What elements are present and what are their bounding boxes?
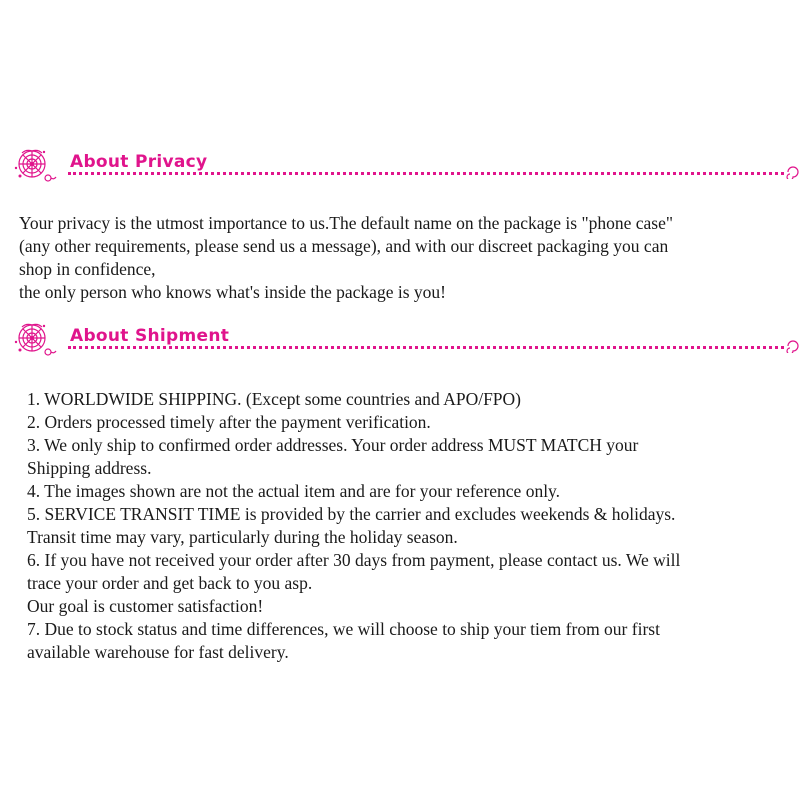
list-item: Shipping address. [27,458,152,478]
privacy-line: shop in confidence, [19,259,156,279]
list-item: available warehouse for fast delivery. [27,642,289,662]
shipment-list [27,388,802,664]
privacy-line: the only person who knows what's inside the package is you! [19,282,446,302]
swirl-icon [786,339,800,353]
shipment-title: About Shipment [70,326,230,346]
list-item: 6. If you have not received your order after 30 days from payment, please contact us. We will [27,550,681,570]
list-item: Transit time may vary, particularly during the holiday season. [27,527,458,547]
list-item: 2. Orders processed timely after the payment verification. [27,412,431,432]
flower-icon [12,322,70,358]
swirl-icon [786,165,800,179]
list-item: Our goal is customer satisfaction! [27,596,264,616]
flower-icon [12,148,70,184]
privacy-divider [68,172,784,175]
privacy-title: About Privacy [70,152,208,172]
privacy-text [19,212,799,304]
list-item: 5. SERVICE TRANSIT TIME is provided by the carrier and excludes weekends & holidays. [27,504,676,524]
list-item: 1. WORLDWIDE SHIPPING. (Except some countries and APO/FPO) [27,389,522,409]
list-item: trace your order and get back to you asp. [27,573,313,593]
list-item: 3. We only ship to confirmed order addresses. Your order address MUST MATCH your [27,435,639,455]
privacy-line: (any other requirements, please send us a message), and with our discreet packaging you can [19,236,669,256]
list-item: 4. The images shown are not the actual item and are for your reference only. [27,481,561,501]
list-item: 7. Due to stock status and time differences, we will choose to ship your tiem from our first [27,619,660,639]
shipment-header [12,322,802,362]
shipment-divider [68,346,784,349]
privacy-header [12,148,802,188]
privacy-line: Your privacy is the utmost importance to us.The default name on the package is "phone case" [19,213,674,233]
